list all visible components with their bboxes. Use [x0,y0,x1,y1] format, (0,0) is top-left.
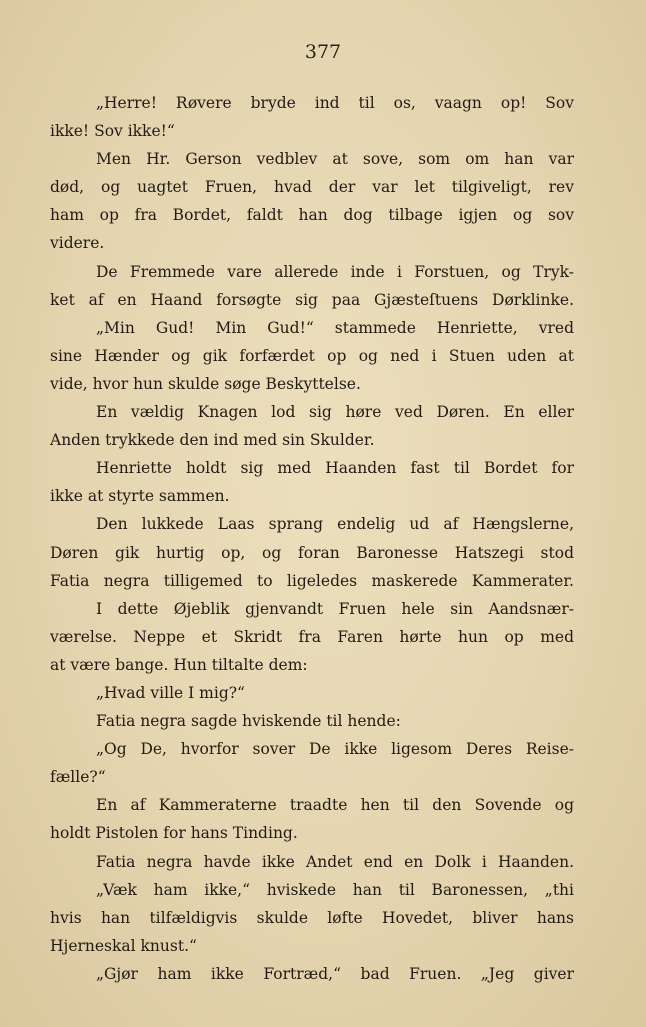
text-line: Anden trykkede den ind med sin Skulder. [50,431,375,450]
page-number: 377 [304,41,342,63]
text-line: De Fremmede vare allerede inde i Forstuen, og Tryk- [96,262,574,281]
body-text [50,89,574,988]
text-line: „Gjør ham ikke Fortræd,“ bad Fruen. „Jeg giver [96,964,574,983]
text-line: værelse. Neppe et Skridt fra Faren hørte hun op med [50,627,574,646]
text-line: „Herre! Røvere bryde ind til os, vaagn op! Sov [96,94,574,112]
text-line: „Min Gud! Min Gud!“ stammede Henriette, vred [96,318,574,337]
text-line: En vældig Knagen lod sig høre ved Døren. En eller [96,403,574,422]
text-line: vide, hvor hun skulde søge Beskyttelse. [50,374,361,393]
text-line: Hjerneskal knust.“ [50,936,197,955]
text-line: at være bange. Hun tiltalte dem: [50,655,308,674]
text-line: ikke! Sov ikke!“ [50,122,175,141]
text-line: sine Hænder og gik forfærdet op og ned i Stuen uden at [50,346,574,365]
text-line: Fatia negra havde ikke Andet end en Dolk i Haanden. [96,852,574,871]
text-line: ikke at styrte sammen. [50,487,230,506]
text-line: hvis han tilfældigvis skulde løfte Hovedet, bliver hans [50,908,574,927]
text-line: videre. [50,234,105,253]
text-line: Fatia negra sagde hviskende til hende: [96,712,401,731]
text-line: Fatia negra tilligemed to ligeledes maskerede Kammerater. [50,571,574,590]
text-line: fælle?“ [50,768,106,787]
text-line: død, og uagtet Fruen, hvad der var let tilgiveligt, rev [50,178,574,197]
text-line: „Hvad ville I mig?“ [96,683,245,702]
text-line: holdt Pistolen for hans Tinding. [50,824,298,843]
text-line: En af Kammeraterne traadte hen til den Sovende og [96,796,574,815]
text-line: „Og De, hvorfor sover De ikke ligesom Deres Reise- [96,740,574,759]
text-line: ham op fra Bordet, faldt han dog tilbage igjen og sov [50,206,574,225]
text-line: I dette Øjeblik gjenvandt Fruen hele sin Aandsnær- [96,599,574,618]
text-line: Den lukkede Laas sprang endelig ud af Hængslerne, [96,515,574,534]
text-line: „Væk ham ikke,“ hviskede han til Baronessen, „thi [96,880,574,899]
text-line: Døren gik hurtig op, og foran Baronesse Hatszegi stod [50,543,574,562]
text-line: Henriette holdt sig med Haanden fast til Bordet for [96,459,574,478]
text-line: ket af en Haand forsøgte sig paa Gjæsteſtuens Dørklinke. [50,290,574,309]
text-line: Men Hr. Gerson vedblev at sove, som om han var [96,150,574,169]
